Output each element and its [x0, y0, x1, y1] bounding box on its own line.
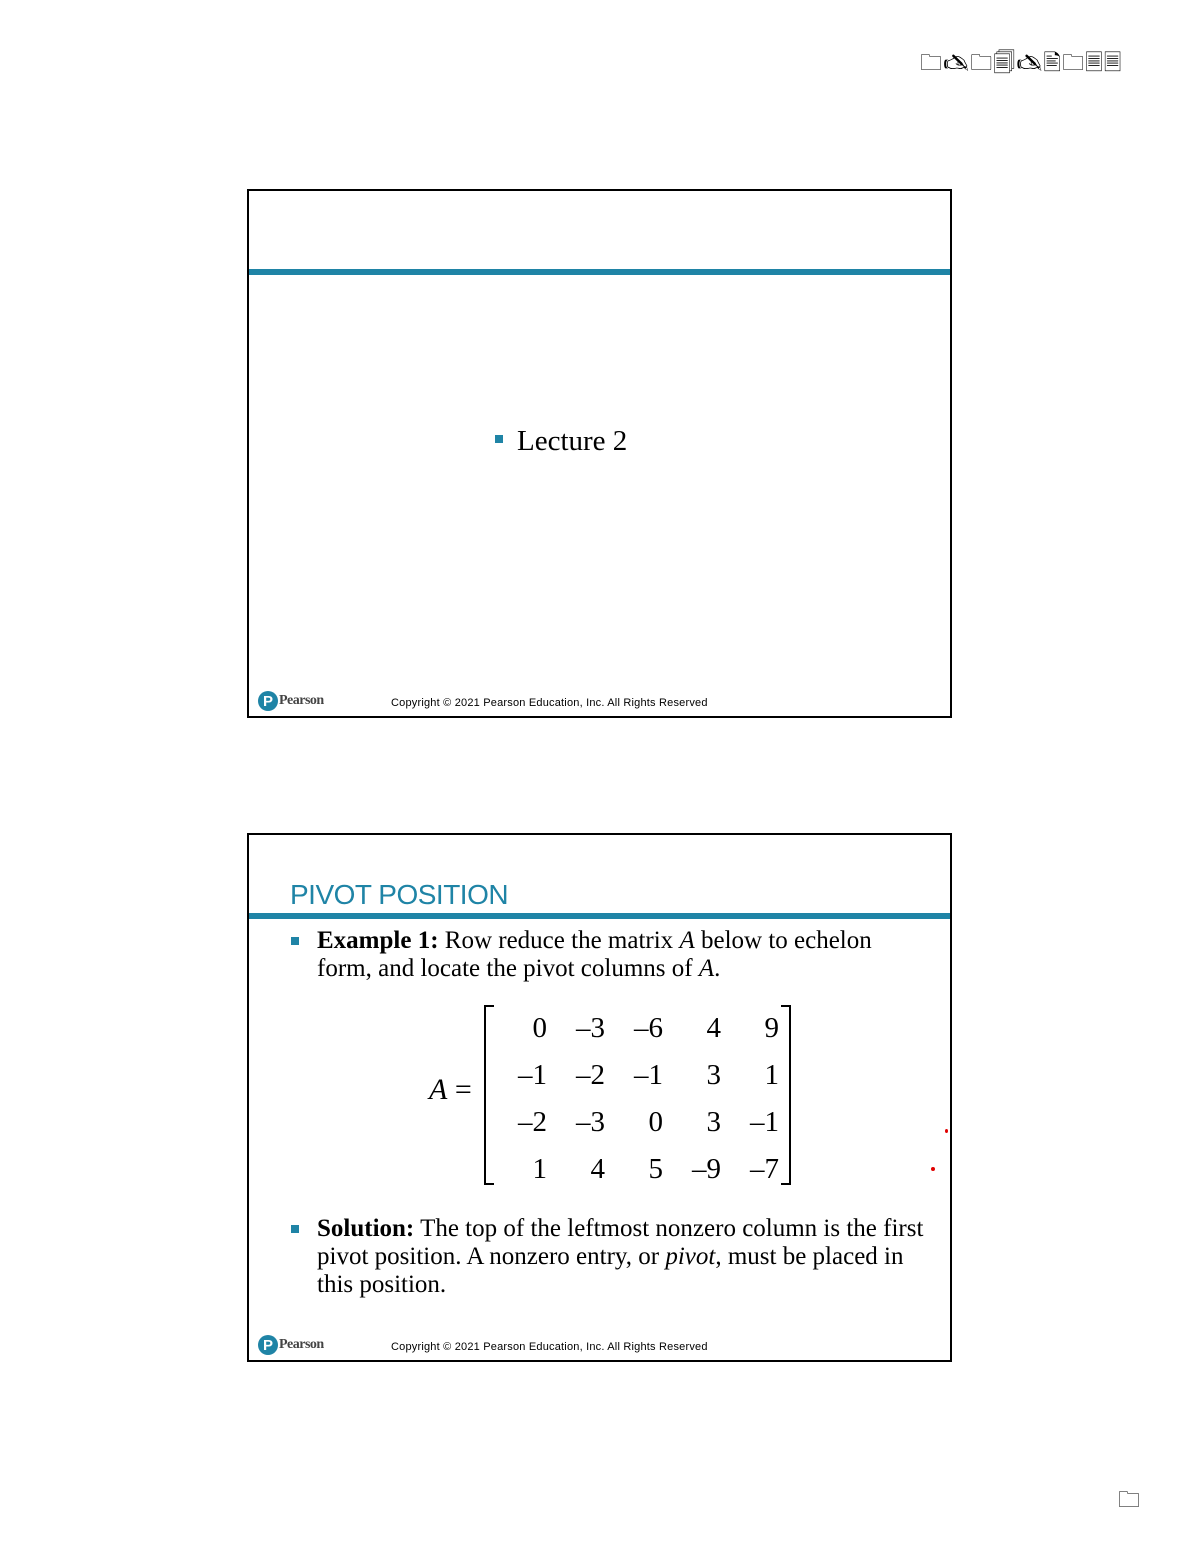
matrix-cell: –1: [634, 1059, 663, 1091]
pearson-logo-text: Pearson: [279, 1337, 324, 1352]
matrix-cell: 0: [532, 1012, 547, 1044]
page-footer-icon: 🗀: [1118, 1488, 1141, 1513]
matrix-row: [493, 1146, 783, 1193]
slide-lecture-title: [247, 189, 952, 718]
page-header-icons: 🗀🖎🗀🗐🖎🖹🗀🗏🗏: [920, 51, 1123, 76]
pearson-logo: [258, 690, 324, 712]
matrix-cell: –2: [576, 1059, 605, 1091]
matrix-cell: –7: [750, 1153, 779, 1185]
matrix-cell: 3: [706, 1059, 721, 1091]
matrix-cell: 1: [532, 1153, 547, 1185]
matrix-variable: A: [698, 955, 715, 982]
matrix-row: [493, 1052, 783, 1099]
copyright-text: Copyright © 2021 Pearson Education, Inc. All Rights Reserved: [391, 1341, 708, 1353]
matrix-cell: –3: [576, 1012, 605, 1044]
copyright-text: Copyright © 2021 Pearson Education, Inc. All Rights Reserved: [391, 697, 708, 709]
matrix-row: [493, 1099, 783, 1146]
matrix-cell: 5: [648, 1153, 663, 1185]
matrix-cell: –2: [518, 1106, 547, 1138]
bullet-icon: [495, 435, 503, 443]
solution-text: The top of the leftmost nonzero column is the first pivot position. A nonzero entry, or: [317, 1215, 924, 1270]
pearson-logo-icon: P: [258, 691, 278, 711]
example-paragraph: [291, 927, 931, 983]
pivot-term: pivot: [665, 1243, 716, 1270]
matrix-a: [429, 1005, 799, 1183]
slide-title-rule: [249, 269, 950, 275]
matrix-entries: [493, 1005, 783, 1193]
matrix-cell: 1: [764, 1059, 779, 1091]
ink-mark: [945, 1129, 948, 1133]
solution-paragraph: [291, 1215, 931, 1299]
matrix-cell: 4: [706, 1012, 721, 1044]
matrix-cell: 9: [764, 1012, 779, 1044]
example-text: Row reduce the matrix: [438, 927, 680, 954]
slide-title: PIVOT POSITION: [290, 879, 509, 910]
example-text: .: [714, 955, 721, 982]
matrix-cell: –6: [634, 1012, 663, 1044]
slide-pivot-position: [247, 833, 952, 1362]
matrix-cell: –1: [518, 1059, 547, 1091]
pearson-logo-text: Pearson: [279, 693, 324, 708]
matrix-cell: –9: [692, 1153, 721, 1185]
example-label: Example 1:: [317, 927, 439, 954]
solution-label: Solution:: [317, 1215, 415, 1242]
matrix-cell: –1: [750, 1106, 779, 1138]
lecture-bullet: [495, 425, 627, 458]
ink-mark: [931, 1167, 935, 1171]
matrix-row: [493, 1005, 783, 1052]
solution-text: , must be placed in this position.: [317, 1243, 904, 1298]
lecture-text: Lecture 2: [517, 425, 628, 457]
matrix-variable: A: [679, 927, 695, 954]
example-text: below to echelon form, and locate the pivot columns of: [317, 927, 872, 982]
matrix-label: A =: [429, 1073, 472, 1106]
slide-title-rule: [249, 913, 950, 919]
matrix-cell: 4: [590, 1153, 605, 1185]
bullet-icon: [291, 937, 299, 945]
pearson-logo-icon: P: [258, 1335, 278, 1355]
pearson-logo: [258, 1334, 324, 1356]
matrix-cell: 0: [648, 1106, 663, 1138]
matrix-cell: –3: [576, 1106, 605, 1138]
bullet-icon: [291, 1225, 299, 1233]
matrix-cell: 3: [706, 1106, 721, 1138]
